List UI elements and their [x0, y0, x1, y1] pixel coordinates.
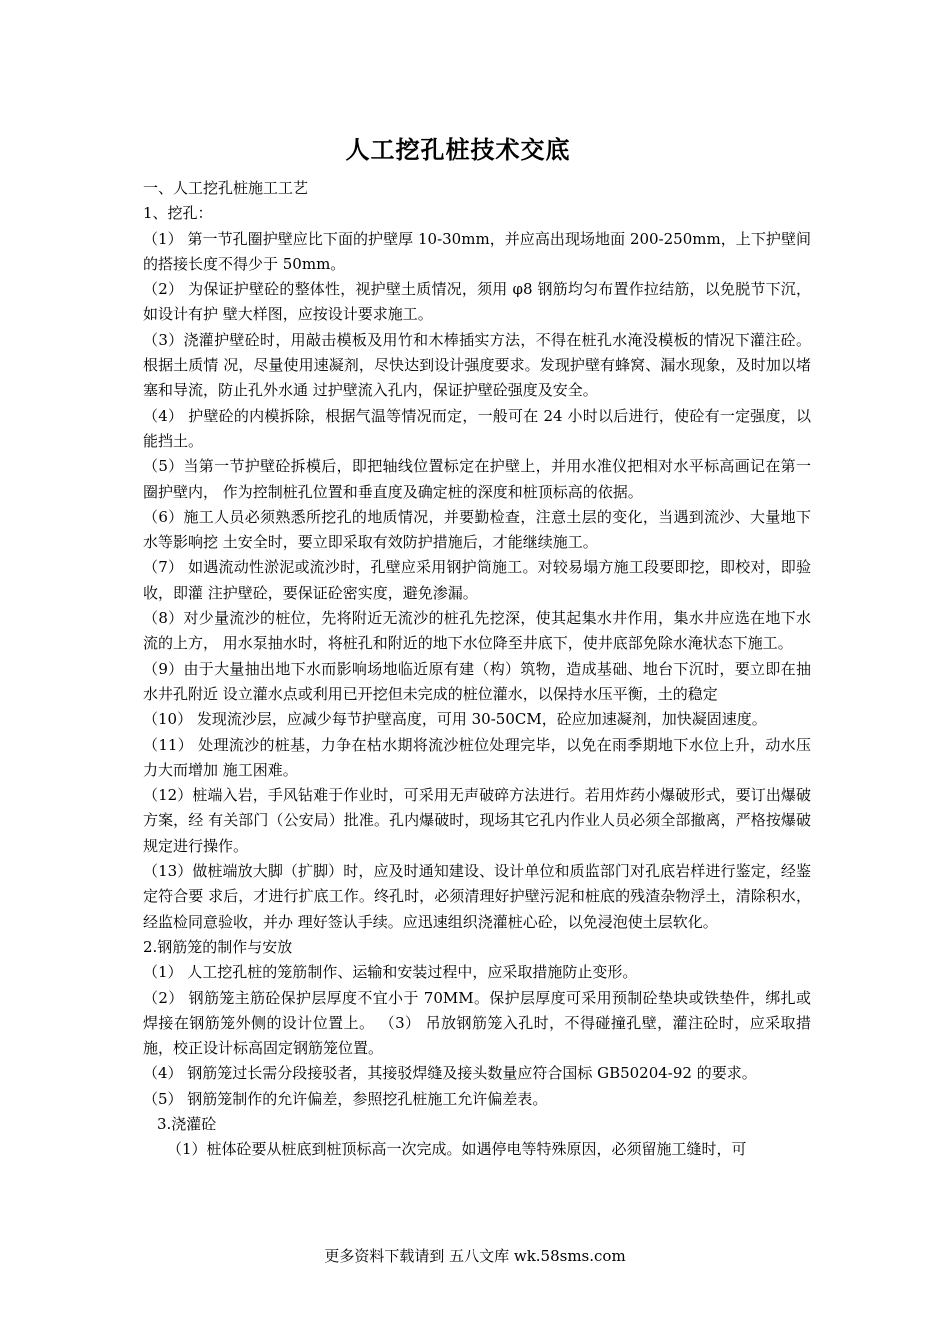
- document-body: [143, 176, 811, 1163]
- paragraph-item: （1）桩体砼要从桩底到桩顶标高一次完成。如遇停电等特殊原因，必须留施工缝时，可: [167, 1140, 747, 1159]
- paragraph-item: （5）当第一节护壁砼拆模后，即把轴线位置标定在护壁上，并用水准仪把相对水平标高画记在第一圈护壁内， 作为控制桩孔位置和垂直度及确定桩的深度和桩顶标高的依据。: [143, 457, 811, 501]
- subsection-heading: 1、挖孔：: [143, 204, 213, 223]
- paragraph-item: （4） 钢筋笼过长需分段接驳者，其接驳焊缝及接头数量应符合国标 GB50204-92 的要求。: [143, 1064, 757, 1083]
- paragraph-item: （10） 发现流沙层，应减少每节护壁高度，可用 30-50CM，砼应加速凝剂，加快凝固速度。: [143, 710, 767, 729]
- paragraph-item: （11） 处理流沙的桩基，力争在枯水期将流沙桩位处理完毕，以免在雨季期地下水位上升，动水压力大而增加 施工困难。: [143, 735, 811, 779]
- paragraph-item: （13）做桩端放大脚（扩脚）时，应及时通知建设、设计单位和质监部门对孔底岩样进行鉴定，经鉴定符合要 求后，才进行扩底工作。终孔时，必须清理好护壁污泥和桩底的残渣杂物浮土，清除积水，经监检同意验收，并办 理好签认手续。应迅速组织浇灌桩心砼，以免浸泡使土层软化。: [143, 862, 811, 931]
- section-heading: 一、人工挖孔桩施工工艺: [143, 179, 309, 197]
- paragraph-item: （2） 钢筋笼主筋砼保护层厚度不宜小于 70MM。保护层厚度可采用预制砼垫块或铁垫件，绑扎或焊接在钢筋笼外侧的设计位置上。 （3） 吊放钢筋笼入孔时，不得碰撞孔壁，灌注砼时，应采取措施，校正设计标高固定钢筋笼位置。: [143, 988, 811, 1058]
- paragraph-item: （3）浇灌护壁砼时，用敲击模板及用竹和木棒插实方法，不得在桩孔水淹没模板的情况下灌注砼。根据土质情 况，尽量使用速凝剂，尽快达到设计强度要求。发现护壁有蜂窝、漏水现象，及时加以堵塞和导流，防止孔外水通 过护壁流入孔内，保证护壁砼强度及安全。: [143, 330, 811, 400]
- paragraph-item: （8）对少量流沙的桩位，先将附近无流沙的桩孔先挖深，使其起集水井作用，集水井应选在地下水流的上方， 用水泵抽水时，将桩孔和附近的地下水位降至井底下，使井底部免除水淹状态下施工。: [143, 609, 811, 653]
- paragraph-item: （7） 如遇流动性淤泥或流沙时，孔壁应采用钢护筒施工。对较易塌方施工段要即挖，即校对，即验收，即灌 注护壁砼，要保证砼密实度，避免渗漏。: [143, 558, 811, 602]
- paragraph-item: （2） 为保证护壁砼的整体性，视护壁土质情况，须用 φ8 钢筋均匀布置作拉结筋，以免脱节下沉，如设计有护 壁大样图，应按设计要求施工。: [143, 280, 811, 324]
- paragraph-item: （12）桩端入岩，手风钻难于作业时，可采用无声破碎方法进行。若用炸药小爆破形式，要订出爆破方案，经 有关部门（公安局）批准。孔内爆破时，现场其它孔内作业人员必须全部撤离，严格按爆破规定进行操作。: [143, 786, 811, 855]
- paragraph-item: （4） 护壁砼的内模拆除，根据气温等情况而定，一般可在 24 小时以后进行，使砼有一定强度，以能挡土。: [143, 406, 811, 450]
- page-footer: 更多资料下载请到 五八文库 wk.58sms.com: [324, 1247, 626, 1265]
- paragraph-item: （5） 钢筋笼制作的允许偏差，参照挖孔桩施工允许偏差表。: [143, 1089, 548, 1108]
- page-title: 人工挖孔桩技术交底: [345, 135, 571, 164]
- subsection-heading: 3.浇灌砼: [157, 1114, 217, 1133]
- subsection-heading: 2.钢筋笼的制作与安放: [143, 937, 293, 956]
- paragraph-item: （9）由于大量抽出地下水而影响场地临近原有建（构）筑物，造成基础、地台下沉时，要立即在抽水井孔附近 设立灌水点或利用已开挖但未完成的桩位灌水，以保持水压平衡，土的稳定: [143, 659, 811, 703]
- paragraph-item: （1） 第一节孔圈护壁应比下面的护壁厚 10-30mm，并应高出现场地面 200-250mm，上下护壁间的搭接长度不得少于 50mm。: [143, 229, 811, 273]
- paragraph-item: （1） 人工挖孔桩的笼筋制作、运输和安装过程中，应采取措施防止变形。: [143, 963, 638, 982]
- paragraph-item: （6）施工人员必须熟悉所挖孔的地质情况，并要勤检查，注意土层的变化，当遇到流沙、大量地下水等影响挖 土安全时，要立即采取有效防护措施后，才能继续施工。: [143, 507, 811, 552]
